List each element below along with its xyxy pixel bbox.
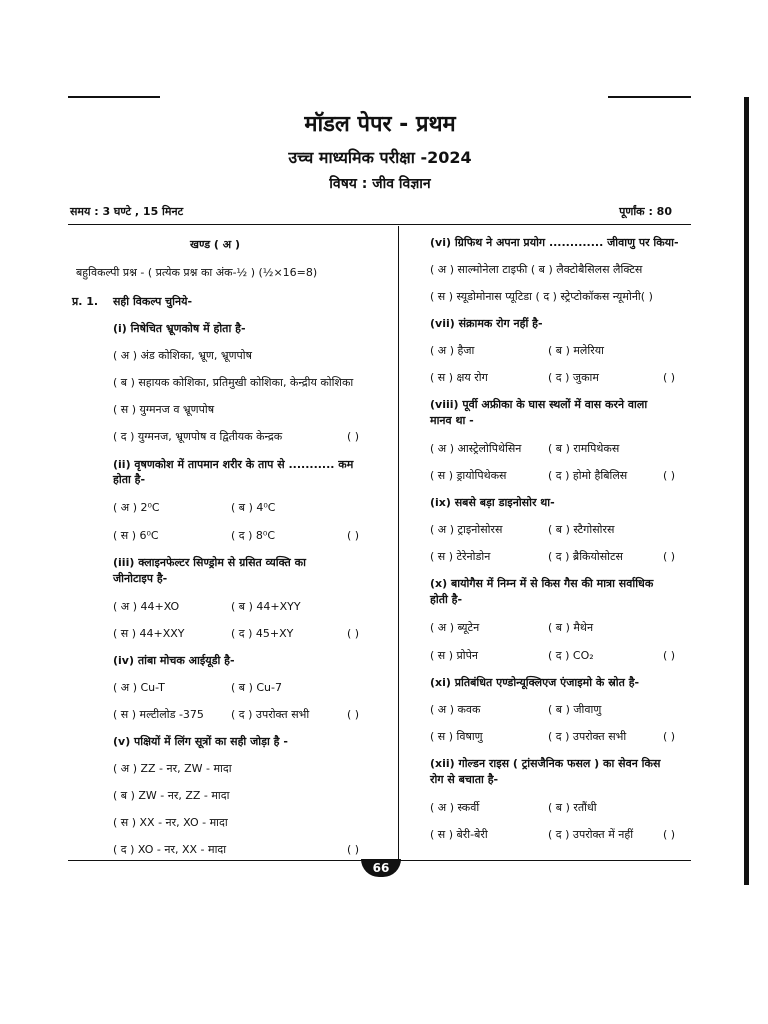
page-edge-bar bbox=[744, 97, 749, 885]
question-instruction: सही विकल्प चुनिये- bbox=[113, 295, 193, 308]
question-text: रोग से बचाता है- bbox=[430, 773, 499, 786]
option-a: ( अ ) 44+XO bbox=[113, 600, 180, 613]
time-label: समय : 3 घण्टे , 15 मिनट bbox=[70, 205, 184, 218]
option-d: ( द ) CO₂ bbox=[548, 649, 594, 662]
top-right-rule bbox=[608, 96, 691, 98]
question-text: (ix) सबसे बड़ा डाइनोसोर था- bbox=[430, 496, 555, 509]
header-divider bbox=[68, 224, 691, 225]
option-c: ( स ) बेरी-बेरी bbox=[430, 828, 488, 841]
question-text: (iv) तांबा मोचक आईयूडी है- bbox=[113, 654, 235, 667]
question-text: मानव था - bbox=[430, 414, 474, 427]
question-text: (i) निषेचित भ्रूणकोष में होता है- bbox=[113, 322, 246, 335]
option-d: ( द ) जुकाम bbox=[548, 371, 599, 384]
option-c: ( स ) टेरेनोडोन bbox=[430, 550, 491, 563]
option-a: ( अ ) ब्यूटेन bbox=[430, 621, 480, 634]
instruction-line: बहुविकल्पी प्रश्न - ( प्रत्येक प्रश्न का अंक-½ ) (½×16=8) bbox=[76, 266, 318, 279]
question-text: (xi) प्रतिबंधित एण्डोन्यूक्लिएज एंजाइमो के स्रोत है- bbox=[430, 676, 640, 689]
question-number: प्र. 1. bbox=[72, 295, 99, 308]
question-text: होती है- bbox=[430, 593, 463, 606]
question-text: (x) बायोगैस में निम्न में से किस गैस की मात्रा सर्वाधिक bbox=[430, 577, 654, 590]
option-ab: ( अ ) साल्मोनेला टाइफी ( ब ) लैक्टोबैसिलस लैक्टिस bbox=[430, 263, 643, 276]
option-b: ( ब ) 4⁰C bbox=[231, 501, 276, 514]
answer-bracket: ( ) bbox=[663, 550, 676, 563]
option-b: ( ब ) 44+XYY bbox=[231, 600, 301, 613]
option-c: ( स ) युग्मनज व भ्रूणपोष bbox=[113, 403, 215, 416]
column-divider bbox=[398, 226, 399, 860]
question-text: होता है- bbox=[113, 473, 146, 486]
page-title: मॉडल पेपर - प्रथम bbox=[304, 112, 456, 137]
option-b: ( ब ) मैथेन bbox=[548, 621, 594, 634]
answer-bracket: ( ) bbox=[347, 843, 360, 856]
question-text: (v) पक्षियों में लिंग सूत्रों का सही जोड़ा है - bbox=[113, 735, 288, 748]
question-text: (ii) वृषणकोश में तापमान शरीर के ताप से ........... कम bbox=[113, 458, 354, 471]
option-d: ( द ) उपरोक्त सभी bbox=[548, 730, 627, 743]
option-c: ( स ) मल्टीलोड -375 bbox=[113, 708, 204, 721]
option-d: ( द ) XO - नर, XX - मादा bbox=[113, 843, 227, 856]
option-b: ( ब ) जीवाणु bbox=[548, 703, 602, 716]
answer-bracket: ( ) bbox=[663, 649, 676, 662]
answer-bracket: ( ) bbox=[347, 708, 360, 721]
subject-line: विषय : जीव विज्ञान bbox=[329, 176, 431, 192]
option-d: ( द ) युग्मनज, भ्रूणपोष व द्वितीयक केन्द्रक bbox=[113, 430, 283, 443]
answer-bracket: ( ) bbox=[663, 730, 676, 743]
question-text: (viii) पूर्वी अफ्रीका के घास स्थलों में वास करने वाला bbox=[430, 398, 648, 411]
option-c: ( स ) विषाणु bbox=[430, 730, 483, 743]
page-number: 66 bbox=[361, 859, 401, 877]
option-c: ( स ) XX - नर, XO - मादा bbox=[113, 816, 228, 829]
option-a: ( अ ) 2⁰C bbox=[113, 501, 160, 514]
question-text: जीनोटाइप है- bbox=[113, 572, 168, 585]
option-c: ( स ) प्रोपेन bbox=[430, 649, 478, 662]
option-b: ( ब ) सहायक कोशिका, प्रतिमुखी कोशिका, केन्द्रीय कोशिका bbox=[113, 376, 354, 389]
option-c: ( स ) 44+XXY bbox=[113, 627, 185, 640]
max-marks-label: पूर्णांक : 80 bbox=[619, 205, 672, 218]
question-text: (iii) क्लाइनफेल्टर सिण्ड्रोम से ग्रसित व्यक्ति का bbox=[113, 556, 306, 569]
answer-bracket: ( ) bbox=[663, 469, 676, 482]
option-d: ( द ) उपरोक्त सभी bbox=[231, 708, 310, 721]
option-b: ( ब ) स्टैगोसोरस bbox=[548, 523, 615, 536]
option-c: ( स ) 6⁰C bbox=[113, 529, 159, 542]
section-heading: खण्ड ( अ ) bbox=[190, 238, 241, 251]
answer-bracket: ( ) bbox=[663, 371, 676, 384]
option-c: ( स ) ड्रायोपिथेकस bbox=[430, 469, 507, 482]
option-b: ( ब ) रामपिथेकस bbox=[548, 442, 620, 455]
exam-subtitle: उच्च माध्यमिक परीक्षा -2024 bbox=[288, 148, 472, 167]
option-a: ( अ ) कवक bbox=[430, 703, 481, 716]
answer-bracket: ( ) bbox=[347, 430, 360, 443]
answer-bracket: ( ) bbox=[347, 529, 360, 542]
option-d: ( द ) 45+XY bbox=[231, 627, 294, 640]
option-c: ( स ) क्षय रोग bbox=[430, 371, 488, 384]
option-a: ( अ ) अंड कोशिका, भ्रूण, भ्रूणपोष bbox=[113, 349, 252, 362]
option-d: ( द ) 8⁰C bbox=[231, 529, 276, 542]
top-left-rule bbox=[68, 96, 160, 98]
option-a: ( अ ) आस्ट्रेलोपिथेसिन bbox=[430, 442, 522, 455]
question-text: (xii) गोल्डन राइस ( ट्रांसजैनिक फसल ) का सेवन किस bbox=[430, 757, 661, 770]
option-d: ( द ) उपरोक्त में नहीं bbox=[548, 828, 634, 841]
answer-bracket: ( ) bbox=[663, 828, 676, 841]
option-a: ( अ ) ZZ - नर, ZW - मादा bbox=[113, 762, 232, 775]
question-text: (vii) संक्रामक रोग नहीं है- bbox=[430, 317, 543, 330]
option-b: ( ब ) रतौंधी bbox=[548, 801, 597, 814]
option-a: ( अ ) Cu-T bbox=[113, 681, 165, 694]
option-d: ( द ) ब्रैकियोसोटस bbox=[548, 550, 623, 563]
option-b: ( ब ) ZW - नर, ZZ - मादा bbox=[113, 789, 230, 802]
option-a: ( अ ) हैजा bbox=[430, 344, 475, 357]
question-text: (vi) ग्रिफिथ ने अपना प्रयोग ............. जीवाणु पर किया- bbox=[430, 236, 679, 249]
option-a: ( अ ) ट्राइनोसोरस bbox=[430, 523, 503, 536]
option-b: ( ब ) मलेरिया bbox=[548, 344, 604, 357]
answer-bracket: ( ) bbox=[347, 627, 360, 640]
option-b: ( ब ) Cu-7 bbox=[231, 681, 282, 694]
option-d: ( द ) होमो हैबिलिस bbox=[548, 469, 628, 482]
option-a: ( अ ) स्कर्वी bbox=[430, 801, 480, 814]
option-cd: ( स ) स्यूडोमोनास प्यूटिडा ( द ) स्ट्रेप्टोकॉकस न्यूमोनी( ) bbox=[430, 290, 653, 303]
